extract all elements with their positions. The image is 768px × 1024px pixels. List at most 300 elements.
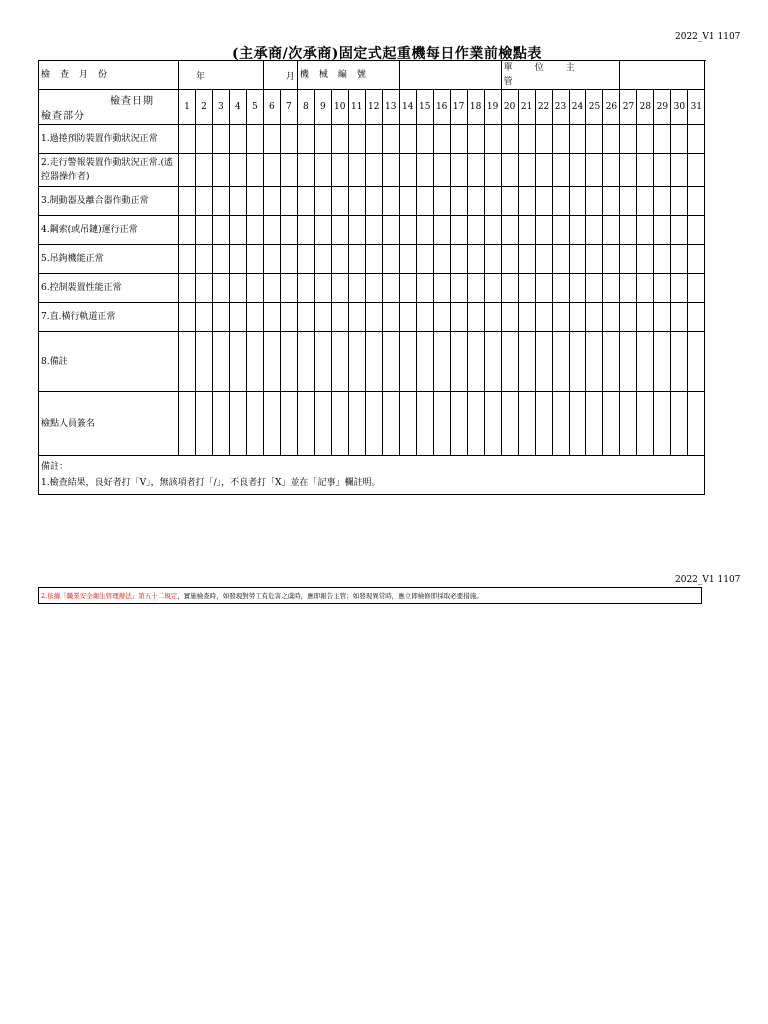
check-cell[interactable] (603, 125, 620, 154)
check-cell[interactable] (603, 332, 620, 392)
check-cell[interactable] (467, 187, 484, 216)
check-cell[interactable] (331, 303, 348, 332)
check-cell[interactable] (399, 245, 416, 274)
check-cell[interactable] (552, 125, 569, 154)
check-cell[interactable] (586, 392, 603, 456)
check-cell[interactable] (365, 216, 382, 245)
check-cell[interactable] (416, 332, 433, 392)
check-cell[interactable] (195, 216, 212, 245)
check-cell[interactable] (195, 125, 212, 154)
notes-cell (39, 456, 705, 495)
check-cell[interactable] (654, 274, 671, 303)
check-cell[interactable] (450, 187, 467, 216)
check-cell[interactable] (569, 154, 586, 187)
check-cell[interactable] (535, 154, 552, 187)
check-cell[interactable] (229, 274, 246, 303)
check-cell[interactable] (399, 274, 416, 303)
check-cell[interactable] (671, 187, 688, 216)
check-cell[interactable] (212, 332, 229, 392)
notes-heading: 備註： (41, 462, 69, 472)
check-cell[interactable] (297, 303, 314, 332)
check-cell[interactable] (263, 125, 280, 154)
check-cell[interactable] (212, 274, 229, 303)
check-cell[interactable] (297, 274, 314, 303)
check-cell[interactable] (637, 216, 654, 245)
check-cell[interactable] (382, 125, 399, 154)
check-cell[interactable] (620, 392, 637, 456)
check-cell[interactable] (382, 392, 399, 456)
check-cell[interactable] (331, 274, 348, 303)
check-cell[interactable] (518, 154, 535, 187)
check-cell[interactable] (348, 216, 365, 245)
item-row (39, 332, 705, 392)
check-cell[interactable] (365, 392, 382, 456)
check-cell[interactable] (688, 216, 705, 245)
check-cell[interactable] (603, 154, 620, 187)
check-cell[interactable] (416, 187, 433, 216)
check-cell[interactable] (348, 245, 365, 274)
check-cell[interactable] (179, 187, 196, 216)
check-cell[interactable] (569, 125, 586, 154)
check-cell[interactable] (365, 245, 382, 274)
check-cell[interactable] (518, 187, 535, 216)
check-cell[interactable] (229, 332, 246, 392)
check-cell[interactable] (179, 216, 196, 245)
check-cell[interactable] (501, 392, 518, 456)
check-cell[interactable] (314, 154, 331, 187)
check-cell[interactable] (552, 216, 569, 245)
machine-no-label: 機械編號 (299, 70, 376, 80)
check-cell[interactable] (399, 303, 416, 332)
check-cell[interactable] (688, 274, 705, 303)
check-cell[interactable] (433, 125, 450, 154)
check-cell[interactable] (314, 303, 331, 332)
check-cell[interactable] (569, 303, 586, 332)
check-cell[interactable] (348, 125, 365, 154)
check-cell[interactable] (382, 154, 399, 187)
check-cell[interactable] (433, 216, 450, 245)
check-cell[interactable] (552, 187, 569, 216)
check-cell[interactable] (569, 245, 586, 274)
check-cell[interactable] (263, 245, 280, 274)
check-cell[interactable] (688, 154, 705, 187)
check-cell[interactable] (195, 303, 212, 332)
check-cell[interactable] (433, 332, 450, 392)
check-cell[interactable] (671, 216, 688, 245)
check-cell[interactable] (280, 245, 297, 274)
part-label: 檢查部分 (41, 111, 85, 122)
check-cell[interactable] (433, 245, 450, 274)
month-cell (39, 61, 179, 90)
check-cell[interactable] (518, 332, 535, 392)
check-cell[interactable] (620, 332, 637, 392)
check-cell[interactable] (399, 332, 416, 392)
check-cell[interactable] (484, 274, 501, 303)
check-cell[interactable] (671, 125, 688, 154)
check-cell[interactable] (382, 332, 399, 392)
check-cell[interactable] (450, 303, 467, 332)
check-cell[interactable] (586, 216, 603, 245)
check-cell[interactable] (416, 303, 433, 332)
check-cell[interactable] (484, 332, 501, 392)
check-cell[interactable] (688, 303, 705, 332)
check-cell[interactable] (603, 187, 620, 216)
check-cell[interactable] (620, 125, 637, 154)
check-cell[interactable] (603, 245, 620, 274)
check-cell[interactable] (280, 187, 297, 216)
check-cell[interactable] (688, 245, 705, 274)
check-cell[interactable] (229, 187, 246, 216)
check-cell[interactable] (433, 187, 450, 216)
check-cell[interactable] (620, 303, 637, 332)
check-cell[interactable] (246, 125, 263, 154)
check-cell[interactable] (484, 154, 501, 187)
check-cell[interactable] (212, 216, 229, 245)
check-cell[interactable] (382, 216, 399, 245)
check-cell[interactable] (603, 392, 620, 456)
check-cell[interactable] (484, 216, 501, 245)
check-cell[interactable] (467, 274, 484, 303)
check-cell[interactable] (246, 154, 263, 187)
check-cell[interactable] (212, 245, 229, 274)
check-cell[interactable] (179, 274, 196, 303)
check-cell[interactable] (569, 187, 586, 216)
check-cell[interactable] (229, 125, 246, 154)
supervisor-field[interactable] (620, 61, 705, 90)
check-cell[interactable] (484, 187, 501, 216)
check-cell[interactable] (365, 274, 382, 303)
check-cell[interactable] (382, 303, 399, 332)
check-cell[interactable] (297, 125, 314, 154)
check-cell[interactable] (348, 332, 365, 392)
check-cell[interactable] (535, 392, 552, 456)
check-cell[interactable] (195, 245, 212, 274)
check-cell[interactable] (620, 154, 637, 187)
check-cell[interactable] (365, 154, 382, 187)
check-cell[interactable] (654, 392, 671, 456)
check-cell[interactable] (467, 216, 484, 245)
item-row (39, 303, 705, 332)
check-cell[interactable] (263, 216, 280, 245)
check-cell[interactable] (179, 245, 196, 274)
check-cell[interactable] (348, 392, 365, 456)
item-label: 8.備註 (39, 332, 179, 392)
check-cell[interactable] (501, 125, 518, 154)
check-cell[interactable] (586, 154, 603, 187)
check-cell[interactable] (382, 187, 399, 216)
check-cell[interactable] (569, 392, 586, 456)
check-cell[interactable] (331, 187, 348, 216)
check-cell[interactable] (382, 245, 399, 274)
check-cell[interactable] (280, 392, 297, 456)
check-cell[interactable] (314, 245, 331, 274)
check-cell[interactable] (552, 274, 569, 303)
check-cell[interactable] (637, 154, 654, 187)
item-label: 7.直.橫行軌道正常 (39, 303, 179, 332)
check-cell[interactable] (586, 125, 603, 154)
check-cell[interactable] (331, 245, 348, 274)
check-cell[interactable] (450, 154, 467, 187)
check-cell[interactable] (450, 392, 467, 456)
item-row (39, 187, 705, 216)
check-cell[interactable] (365, 332, 382, 392)
check-cell[interactable] (569, 274, 586, 303)
check-cell[interactable] (348, 187, 365, 216)
check-cell[interactable] (501, 245, 518, 274)
check-cell[interactable] (671, 245, 688, 274)
check-cell[interactable] (314, 216, 331, 245)
check-cell[interactable] (433, 392, 450, 456)
day-header: 3 (212, 90, 229, 125)
check-cell[interactable] (399, 154, 416, 187)
check-cell[interactable] (637, 332, 654, 392)
check-cell[interactable] (331, 154, 348, 187)
check-cell[interactable] (450, 274, 467, 303)
check-cell[interactable] (348, 303, 365, 332)
check-cell[interactable] (195, 332, 212, 392)
check-cell[interactable] (382, 274, 399, 303)
check-cell[interactable] (433, 303, 450, 332)
check-cell[interactable] (518, 245, 535, 274)
check-cell[interactable] (433, 154, 450, 187)
check-cell[interactable] (467, 125, 484, 154)
check-cell[interactable] (654, 303, 671, 332)
check-cell[interactable] (280, 274, 297, 303)
check-cell[interactable] (246, 303, 263, 332)
check-cell[interactable] (586, 274, 603, 303)
check-cell[interactable] (501, 332, 518, 392)
check-cell[interactable] (416, 216, 433, 245)
check-cell[interactable] (331, 125, 348, 154)
check-cell[interactable] (450, 216, 467, 245)
check-cell[interactable] (246, 392, 263, 456)
check-cell[interactable] (365, 125, 382, 154)
check-cell[interactable] (297, 392, 314, 456)
check-cell[interactable] (297, 216, 314, 245)
check-cell[interactable] (416, 154, 433, 187)
check-cell[interactable] (297, 187, 314, 216)
check-cell[interactable] (297, 245, 314, 274)
check-cell[interactable] (314, 332, 331, 392)
check-cell[interactable] (416, 125, 433, 154)
check-cell[interactable] (263, 187, 280, 216)
check-cell[interactable] (586, 332, 603, 392)
check-cell[interactable] (535, 125, 552, 154)
check-cell[interactable] (654, 332, 671, 392)
check-cell[interactable] (552, 303, 569, 332)
check-cell[interactable] (467, 154, 484, 187)
day-header: 2 (195, 90, 212, 125)
day-header: 4 (229, 90, 246, 125)
check-cell[interactable] (637, 187, 654, 216)
check-cell[interactable] (535, 187, 552, 216)
check-cell[interactable] (280, 332, 297, 392)
check-cell[interactable] (501, 187, 518, 216)
check-cell[interactable] (484, 392, 501, 456)
check-cell[interactable] (450, 125, 467, 154)
check-cell[interactable] (331, 332, 348, 392)
check-cell[interactable] (229, 216, 246, 245)
check-cell[interactable] (263, 154, 280, 187)
check-cell[interactable] (552, 245, 569, 274)
check-cell[interactable] (229, 154, 246, 187)
check-cell[interactable] (263, 332, 280, 392)
check-cell[interactable] (365, 303, 382, 332)
check-cell[interactable] (637, 274, 654, 303)
check-cell[interactable] (229, 392, 246, 456)
check-cell[interactable] (688, 187, 705, 216)
check-cell[interactable] (637, 245, 654, 274)
check-cell[interactable] (620, 187, 637, 216)
check-cell[interactable] (433, 274, 450, 303)
check-cell[interactable] (552, 332, 569, 392)
check-cell[interactable] (535, 303, 552, 332)
check-cell[interactable] (518, 303, 535, 332)
check-cell[interactable] (501, 154, 518, 187)
check-cell[interactable] (331, 392, 348, 456)
check-cell[interactable] (263, 303, 280, 332)
check-cell[interactable] (348, 154, 365, 187)
check-cell[interactable] (552, 392, 569, 456)
day-header: 15 (416, 90, 433, 125)
check-cell[interactable] (365, 187, 382, 216)
check-cell[interactable] (620, 216, 637, 245)
check-cell[interactable] (586, 245, 603, 274)
check-cell[interactable] (280, 303, 297, 332)
check-cell[interactable] (416, 245, 433, 274)
check-cell[interactable] (179, 303, 196, 332)
check-cell[interactable] (348, 274, 365, 303)
check-cell[interactable] (263, 274, 280, 303)
year-cell[interactable] (179, 61, 264, 90)
check-cell[interactable] (467, 392, 484, 456)
check-cell[interactable] (501, 216, 518, 245)
check-cell[interactable] (179, 392, 196, 456)
check-cell[interactable] (620, 245, 637, 274)
check-cell[interactable] (297, 154, 314, 187)
check-cell[interactable] (484, 303, 501, 332)
check-cell[interactable] (297, 332, 314, 392)
check-cell[interactable] (399, 392, 416, 456)
check-cell[interactable] (195, 392, 212, 456)
inspector-label: 檢點人員簽名 (39, 392, 179, 456)
check-cell[interactable] (518, 274, 535, 303)
check-cell[interactable] (671, 332, 688, 392)
check-cell[interactable] (195, 187, 212, 216)
check-cell[interactable] (246, 274, 263, 303)
check-cell[interactable] (637, 303, 654, 332)
check-cell[interactable] (518, 125, 535, 154)
check-cell[interactable] (416, 274, 433, 303)
check-cell[interactable] (229, 245, 246, 274)
check-cell[interactable] (229, 303, 246, 332)
check-cell[interactable] (450, 332, 467, 392)
check-cell[interactable] (518, 216, 535, 245)
check-cell[interactable] (637, 392, 654, 456)
check-cell[interactable] (671, 274, 688, 303)
check-cell[interactable] (484, 125, 501, 154)
check-cell[interactable] (195, 274, 212, 303)
check-cell[interactable] (535, 216, 552, 245)
check-cell[interactable] (280, 154, 297, 187)
check-cell[interactable] (467, 245, 484, 274)
check-cell[interactable] (399, 216, 416, 245)
check-cell[interactable] (603, 303, 620, 332)
check-cell[interactable] (450, 245, 467, 274)
check-cell[interactable] (654, 154, 671, 187)
check-cell[interactable] (314, 274, 331, 303)
check-cell[interactable] (179, 154, 196, 187)
check-cell[interactable] (280, 216, 297, 245)
check-cell[interactable] (314, 187, 331, 216)
check-cell[interactable] (518, 392, 535, 456)
check-cell[interactable] (467, 303, 484, 332)
check-cell[interactable] (246, 245, 263, 274)
check-cell[interactable] (671, 303, 688, 332)
check-cell[interactable] (569, 332, 586, 392)
check-cell[interactable] (671, 392, 688, 456)
check-cell[interactable] (246, 332, 263, 392)
check-cell[interactable] (654, 125, 671, 154)
check-cell[interactable] (246, 216, 263, 245)
check-cell[interactable] (586, 187, 603, 216)
check-cell[interactable] (569, 216, 586, 245)
check-cell[interactable] (195, 154, 212, 187)
check-cell[interactable] (314, 125, 331, 154)
check-cell[interactable] (501, 303, 518, 332)
month-unit-cell[interactable] (263, 61, 297, 90)
check-cell[interactable] (671, 154, 688, 187)
check-cell[interactable] (212, 125, 229, 154)
check-cell[interactable] (212, 154, 229, 187)
check-cell[interactable] (212, 392, 229, 456)
check-cell[interactable] (331, 216, 348, 245)
machine-no-label-cell (297, 61, 399, 90)
check-cell[interactable] (467, 332, 484, 392)
check-cell[interactable] (501, 274, 518, 303)
check-cell[interactable] (654, 216, 671, 245)
check-cell[interactable] (688, 125, 705, 154)
month-label: 檢查月份 (41, 70, 118, 80)
check-cell[interactable] (654, 245, 671, 274)
check-cell[interactable] (399, 187, 416, 216)
check-cell[interactable] (484, 245, 501, 274)
check-cell[interactable] (552, 154, 569, 187)
machine-no-field[interactable] (399, 61, 501, 90)
check-cell[interactable] (179, 332, 196, 392)
check-cell[interactable] (263, 392, 280, 456)
check-cell[interactable] (603, 216, 620, 245)
check-cell[interactable] (314, 392, 331, 456)
check-cell[interactable] (688, 332, 705, 392)
check-cell[interactable] (535, 332, 552, 392)
check-cell[interactable] (637, 125, 654, 154)
check-cell[interactable] (416, 392, 433, 456)
check-cell[interactable] (280, 125, 297, 154)
check-cell[interactable] (654, 187, 671, 216)
check-cell[interactable] (535, 245, 552, 274)
check-cell[interactable] (212, 187, 229, 216)
check-cell[interactable] (586, 303, 603, 332)
check-cell[interactable] (399, 125, 416, 154)
check-cell[interactable] (620, 274, 637, 303)
check-cell[interactable] (603, 274, 620, 303)
check-cell[interactable] (246, 187, 263, 216)
check-cell[interactable] (535, 274, 552, 303)
check-cell[interactable] (179, 125, 196, 154)
check-cell[interactable] (212, 303, 229, 332)
check-cell[interactable] (688, 392, 705, 456)
